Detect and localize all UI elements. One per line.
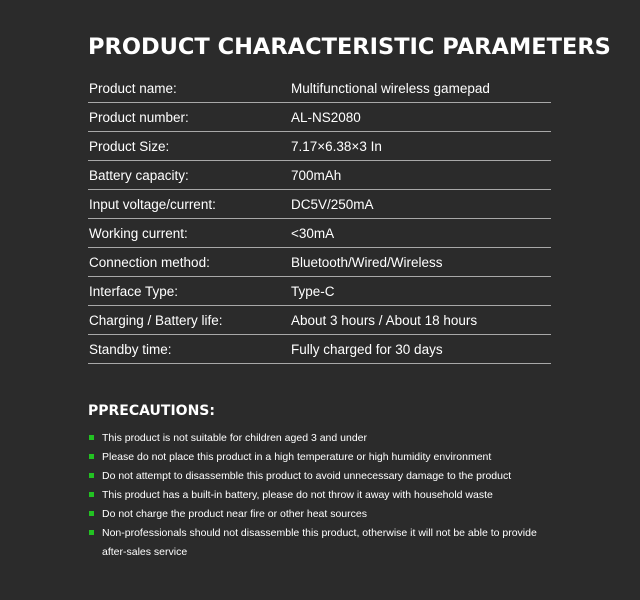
param-row-battery-capacity bbox=[88, 161, 551, 190]
param-row-working-current bbox=[88, 219, 551, 248]
list-item bbox=[88, 505, 558, 524]
param-label: Product name: bbox=[89, 81, 177, 96]
param-value: 700mAh bbox=[291, 168, 342, 183]
param-label: Connection method: bbox=[89, 255, 210, 270]
param-value: Type-C bbox=[291, 284, 335, 299]
param-label: Charging / Battery life: bbox=[89, 313, 223, 328]
param-row-interface-type bbox=[88, 277, 551, 306]
param-label: Battery capacity: bbox=[89, 168, 189, 183]
param-row-charging-battery-life bbox=[88, 306, 551, 335]
precaution-text: This product has a built-in battery, please do not throw it away with household waste bbox=[102, 489, 493, 501]
green-square-bullet-icon bbox=[89, 511, 94, 516]
param-row-connection-method bbox=[88, 248, 551, 277]
param-row-standby-time bbox=[88, 335, 551, 364]
green-square-bullet-icon bbox=[89, 473, 94, 478]
precaution-text: Non-professionals should not disassemble this product, otherwise it will not be able to provide after-sales service bbox=[102, 527, 537, 558]
param-value: Bluetooth/Wired/Wireless bbox=[291, 255, 443, 270]
precaution-text: Do not charge the product near fire or other heat sources bbox=[102, 508, 367, 520]
precautions-title: PPRECAUTIONS: bbox=[88, 403, 215, 419]
param-value: Multifunctional wireless gamepad bbox=[291, 81, 490, 96]
param-row-product-size bbox=[88, 132, 551, 161]
list-item bbox=[88, 486, 558, 505]
param-value: DC5V/250mA bbox=[291, 197, 374, 212]
param-row-product-name bbox=[88, 74, 551, 103]
page-title: PRODUCT CHARACTERISTIC PARAMETERS bbox=[88, 34, 611, 60]
precaution-text: This product is not suitable for children aged 3 and under bbox=[102, 432, 367, 444]
param-label: Working current: bbox=[89, 226, 188, 241]
param-label: Interface Type: bbox=[89, 284, 179, 299]
list-item bbox=[88, 467, 558, 486]
list-item bbox=[88, 448, 558, 467]
param-value: <30mA bbox=[291, 226, 335, 241]
list-item bbox=[88, 524, 558, 562]
green-square-bullet-icon bbox=[89, 530, 94, 535]
param-row-product-number bbox=[88, 103, 551, 132]
param-value: Fully charged for 30 days bbox=[291, 342, 443, 357]
param-label: Product number: bbox=[89, 110, 189, 125]
green-square-bullet-icon bbox=[89, 454, 94, 459]
green-square-bullet-icon bbox=[89, 435, 94, 440]
param-value: 7.17×6.38×3 In bbox=[291, 139, 382, 154]
param-label: Product Size: bbox=[89, 139, 170, 154]
parameters-table bbox=[88, 74, 551, 364]
precaution-text: Do not attempt to disassemble this product to avoid unnecessary damage to the product bbox=[102, 470, 512, 482]
green-square-bullet-icon bbox=[89, 492, 94, 497]
param-row-input-voltage bbox=[88, 190, 551, 219]
param-value: About 3 hours / About 18 hours bbox=[291, 313, 478, 328]
precaution-text: Please do not place this product in a high temperature or high humidity environment bbox=[102, 451, 492, 463]
param-label: Standby time: bbox=[89, 342, 172, 357]
precautions-list bbox=[88, 429, 558, 562]
param-value: AL-NS2080 bbox=[291, 110, 361, 125]
param-label: Input voltage/current: bbox=[89, 197, 216, 212]
list-item bbox=[88, 429, 558, 448]
